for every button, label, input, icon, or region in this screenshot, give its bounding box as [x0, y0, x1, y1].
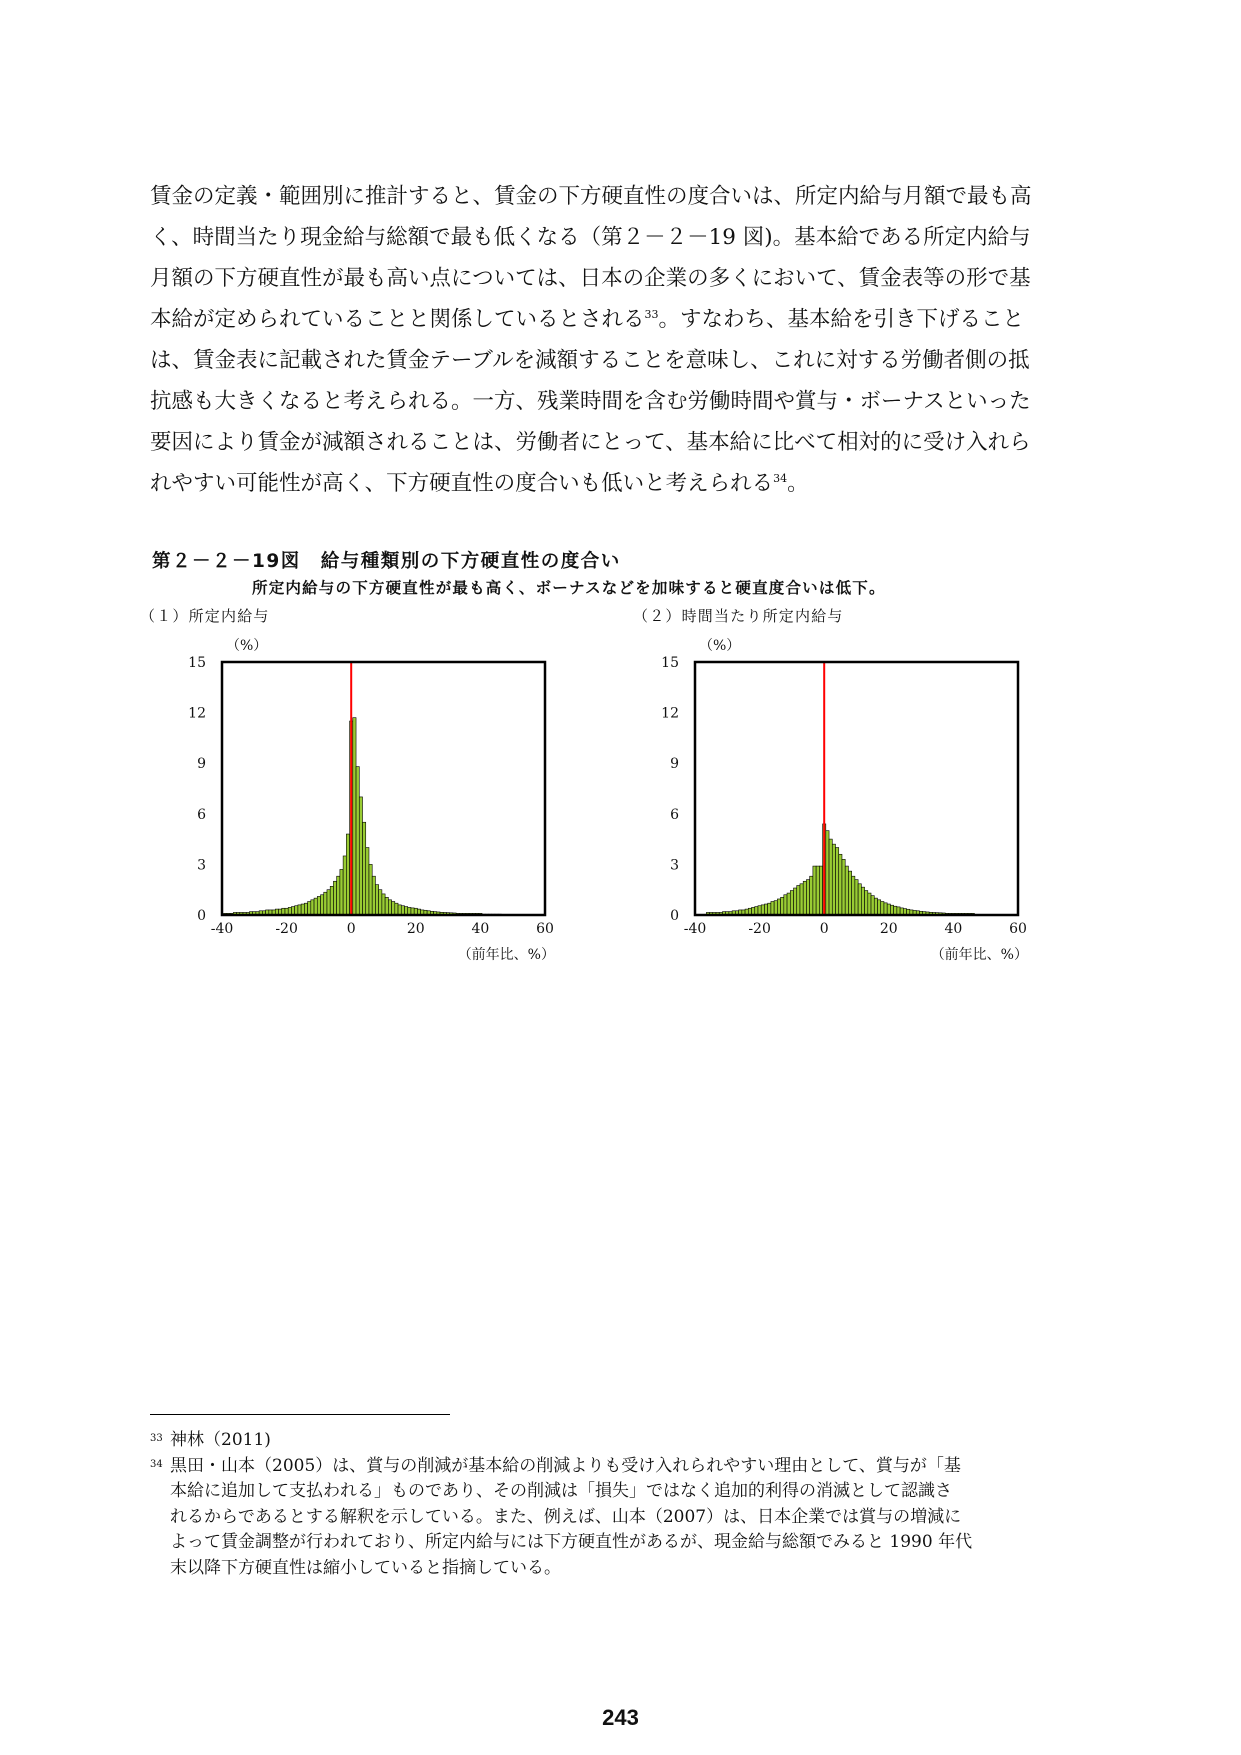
y-tick-label: 3 [197, 857, 206, 874]
histogram-bar [321, 895, 324, 915]
histogram-bar [346, 834, 349, 915]
histogram-bar [372, 876, 375, 915]
y-tick-label: 0 [197, 908, 206, 924]
histogram-bar [382, 894, 385, 915]
histogram-bar [797, 885, 800, 915]
plot-frame [695, 662, 1018, 915]
histogram-bar [855, 880, 858, 915]
footnote-33 [150, 1428, 1095, 1454]
histogram-bar [375, 885, 378, 915]
y-tick-label: 3 [670, 857, 679, 874]
histogram-bar [340, 869, 343, 915]
histogram-bar [363, 822, 366, 915]
x-tick-label: -20 [275, 921, 298, 937]
footnote-number: 33 [150, 1433, 163, 1444]
footnote-ref-33[interactable]: 33 [644, 307, 659, 321]
x-tick-label: 40 [471, 921, 490, 937]
histogram-bar [311, 900, 314, 915]
histogram-bar [810, 876, 813, 915]
histogram-bar [848, 871, 851, 915]
histogram-bar [343, 856, 346, 915]
histogram-bar [333, 881, 336, 915]
histogram-bar [388, 900, 391, 915]
histogram-bar [839, 854, 842, 915]
paragraph-line: 月額の下方硬直性が最も高い点については、日本の企業の多くにおいて、賃金表等の形で基 [150, 266, 1031, 291]
histogram-bar [787, 893, 790, 915]
histogram-bar [874, 898, 877, 915]
histogram-bar [832, 844, 835, 915]
histogram-bar [800, 884, 803, 915]
histogram-bar [291, 907, 294, 915]
histogram-bar [777, 899, 780, 915]
x-tick-label: 60 [536, 921, 554, 937]
histogram-bar [295, 906, 298, 915]
footnote-line: 神林（2011) [170, 1430, 271, 1450]
histogram-bar [379, 890, 382, 915]
histogram-bar [790, 891, 793, 915]
histogram-bar [761, 905, 764, 915]
x-tick-label: 20 [879, 921, 898, 937]
histogram-chart-2 [653, 630, 1053, 970]
y-tick-label: 6 [197, 806, 206, 823]
footnotes [150, 1428, 1095, 1581]
histogram-bar [395, 903, 398, 915]
histogram-bar [845, 866, 848, 915]
body-paragraph [150, 176, 1095, 504]
x-tick-label: -40 [210, 921, 234, 937]
histogram-bar [337, 876, 340, 915]
histogram-bar [768, 903, 771, 915]
page-number: 243 [602, 1705, 639, 1730]
histogram-bar [877, 900, 880, 915]
y-tick-label: 6 [670, 806, 679, 823]
x-tick-label: -20 [748, 921, 771, 937]
histogram-bar [865, 891, 868, 915]
histogram-bar [836, 848, 839, 915]
histogram-bar [852, 876, 855, 915]
paragraph-line: 賃金の定義・範囲別に推計すると、賃金の下方硬直性の度合いは、所定内給与月額で最も高 [150, 184, 1032, 209]
paragraph-line [150, 299, 1095, 340]
histogram-bar [755, 907, 758, 915]
histogram-bar [353, 718, 356, 915]
histogram-bar [829, 839, 832, 915]
x-tick-label: 20 [406, 921, 425, 937]
footnote-line: 本給に追加して支払われる」ものであり、その削減は「損失」ではなく追加的利得の消滅として認識さ [170, 1481, 952, 1501]
figure-subtitle: 所定内給与の下方硬直性が最も高く、ボーナスなどを加味すると硬直度合いは低下。 [252, 579, 886, 597]
histogram-bar [308, 902, 311, 915]
histogram-bar [884, 903, 887, 915]
histogram-bar [324, 892, 327, 915]
histogram-bar [392, 902, 395, 915]
histogram-bar [813, 866, 816, 915]
footnote-ref-34[interactable]: 34 [773, 471, 788, 485]
footnote-34 [150, 1454, 1095, 1582]
y-tick-label: 0 [670, 908, 679, 924]
footnote-line: 黒田・山本（2005）は、賞与の削減が基本給の削減よりも受け入れられやすい理由として、賞与が「基 [170, 1455, 961, 1476]
paragraph-text: 。 [787, 471, 809, 496]
y-axis-label: （%） [699, 638, 741, 654]
histogram-bar [369, 864, 372, 915]
panel-title-1: （１）所定内給与 [140, 607, 270, 625]
histogram-bar [781, 897, 784, 915]
histogram-bar [304, 903, 307, 915]
histogram-bar [327, 890, 330, 915]
histogram-bar [881, 902, 884, 915]
histogram-bar [794, 888, 797, 915]
y-tick-label: 15 [188, 655, 206, 671]
y-tick-label: 9 [197, 756, 206, 773]
histogram-bar [842, 859, 845, 915]
figure-title: 第２－２－19図 給与種類別の下方硬直性の度合い [152, 551, 621, 572]
histogram-bar [871, 896, 874, 915]
histogram-bar [385, 897, 388, 915]
histogram-bar [887, 904, 890, 915]
histogram-bar [826, 831, 829, 915]
y-tick-label: 9 [670, 756, 679, 773]
histogram-bar [819, 866, 822, 915]
footnote-line: れるからであるとする解釈を示している。また、例えば、山本（2007）は、日本企業では賞与の増減に [170, 1506, 962, 1527]
histogram-bar [764, 904, 767, 915]
x-axis-label: （前年比、%） [930, 947, 1028, 963]
x-tick-label: 60 [1009, 921, 1027, 937]
histogram-bar [803, 881, 806, 915]
histogram-bar [401, 906, 404, 915]
paragraph-line: は、賃金表に記載された賃金テーブルを減額することを意味し、これに対する労働者側の抵 [150, 348, 1030, 373]
histogram-bar [806, 880, 809, 915]
paragraph-line: く、時間当たり現金給与総額で最も低くなる（第２－２－19 図)。基本給である所定内給与 [150, 225, 1031, 250]
x-tick-label: 0 [346, 921, 356, 937]
paragraph-line [150, 463, 1095, 504]
histogram-bar [771, 902, 774, 915]
x-axis-label: （前年比、%） [457, 947, 555, 963]
histogram-bar [301, 904, 304, 915]
x-tick-label: -40 [683, 921, 707, 937]
paragraph-line: 要因により賃金が減額されることは、労働者にとって、基本給に比べて相対的に受け入れら [150, 430, 1031, 455]
histogram-bar [890, 905, 893, 915]
paragraph-text: 。すなわち、基本給を引き下げること [658, 307, 1025, 332]
histogram-bar [784, 895, 787, 915]
paragraph-text: 本給が定められていることと関係しているとされる [150, 307, 645, 332]
paragraph-line: 抗感も大きくなると考えられる。一方、残業時間を含む労働時間や賞与・ボーナスといった [150, 389, 1031, 414]
panel-title-2: （２）時間当たり所定内給与 [633, 607, 844, 625]
histogram-bar [816, 866, 819, 915]
histogram-bar [758, 906, 761, 915]
y-axis-label: （%） [226, 638, 268, 654]
histogram-bar [356, 767, 359, 915]
footnote-divider [150, 1414, 450, 1415]
histogram-bar [868, 893, 871, 915]
y-tick-label: 15 [661, 655, 679, 671]
plot-frame [222, 662, 545, 915]
histogram-bar [858, 884, 861, 915]
y-tick-label: 12 [661, 705, 679, 722]
histogram-bar [330, 886, 333, 915]
footnote-line: 末以降下方硬直性は縮小していると指摘している。 [170, 1557, 561, 1578]
histogram-bar [366, 848, 369, 915]
histogram-bar [861, 887, 864, 915]
x-tick-label: 40 [944, 921, 963, 937]
footnote-number: 34 [150, 1458, 163, 1470]
histogram-bar [317, 896, 320, 915]
y-tick-label: 12 [188, 705, 206, 722]
histogram-bar [894, 906, 897, 915]
histogram-bar [774, 901, 777, 915]
histogram-chart-1 [180, 630, 580, 970]
histogram-bar [359, 797, 362, 915]
paragraph-text: れやすい可能性が高く、下方硬直性の度合いも低いと考えられる [150, 471, 774, 496]
histogram-bar [404, 907, 407, 915]
footnote-line: よって賃金調整が行われており、所定内給与には下方硬直性があるが、現金給与総額でみると 1990 年代 [170, 1532, 973, 1552]
histogram-bar [314, 898, 317, 915]
histogram-bar [298, 905, 301, 915]
histogram-bar [398, 905, 401, 915]
x-tick-label: 0 [819, 921, 829, 937]
